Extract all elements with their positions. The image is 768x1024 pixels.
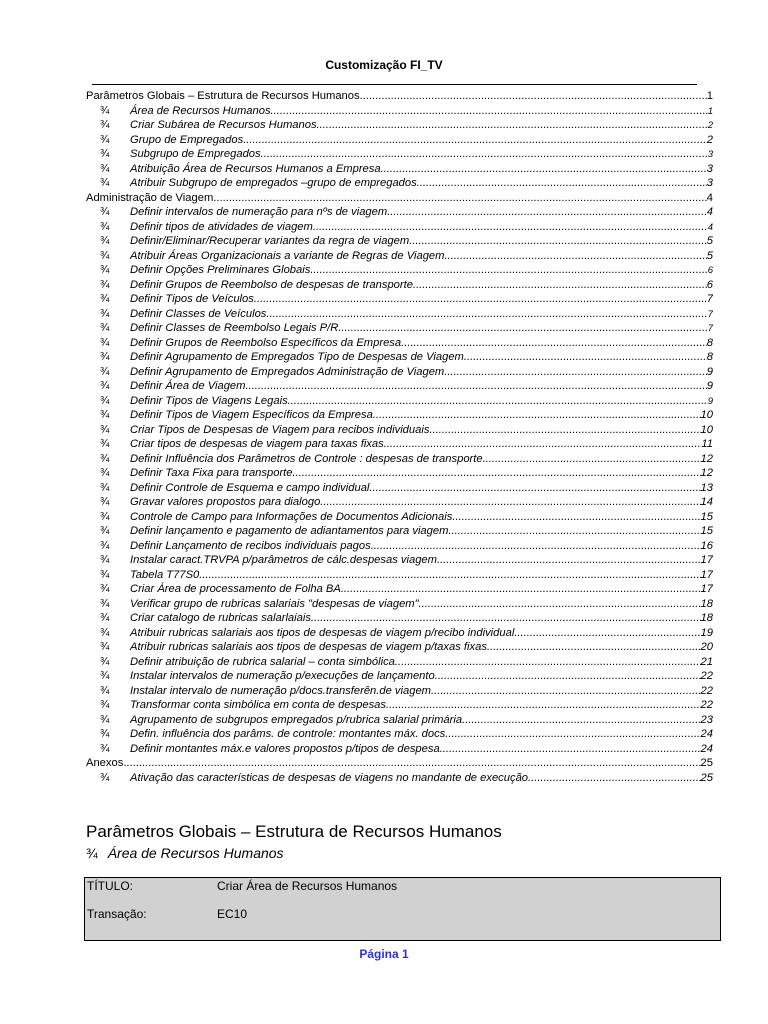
bullet-glyph: ¾ — [100, 162, 110, 175]
toc-entry-text: Verificar grupo de rubricas salariais "despesas de viagem" — [130, 597, 419, 610]
toc-entry[interactable] — [86, 336, 713, 351]
toc-entry-text: Agrupamento de subgrupos empregados p/rubrica salarial primária — [130, 713, 463, 726]
toc-entry-text: Atribuição Área de Recursos Humanos a Empresa — [130, 162, 381, 175]
toc-entry-text: Definir Classes de Veículos — [130, 307, 267, 320]
dot-leader — [444, 365, 707, 380]
toc-page-number: 8 — [706, 351, 713, 363]
toc-entry[interactable] — [86, 278, 713, 293]
toc-entry[interactable] — [86, 640, 713, 655]
dot-leader — [199, 568, 700, 583]
bullet-glyph: ¾ — [100, 394, 110, 407]
bullet-glyph: ¾ — [100, 365, 110, 378]
dot-leader — [245, 379, 706, 394]
dot-leader — [311, 611, 701, 626]
toc-page-number: 17 — [700, 554, 713, 566]
toc-entry-text: Definir Classes de Reembolso Legais P/R — [130, 322, 339, 334]
toc-entry[interactable] — [86, 379, 713, 394]
toc-entry-text: Gravar valores propostos para dialogo — [130, 496, 321, 508]
bullet-glyph: ¾ — [100, 177, 110, 189]
toc-entry[interactable] — [86, 553, 713, 568]
bullet-glyph: ¾ — [100, 148, 110, 160]
toc-entry-text: Ativação das características de despesas de viagens no mandante de execução — [130, 771, 529, 784]
bullet-glyph: ¾ — [100, 771, 110, 784]
toc-entry[interactable] — [86, 176, 713, 191]
bullet-glyph: ¾ — [100, 641, 110, 653]
bullet-glyph: ¾ — [100, 626, 110, 639]
bullet-glyph: ¾ — [100, 249, 110, 262]
toc-entry[interactable] — [86, 263, 713, 278]
bullet-glyph: ¾ — [100, 264, 110, 276]
toc-entry-text: Instalar intervalos de numeração p/execuções de lançamento — [130, 670, 435, 682]
bullet-glyph: ¾ — [100, 293, 110, 305]
dot-leader — [440, 742, 701, 757]
toc-entry[interactable] — [86, 249, 713, 264]
toc-entry[interactable] — [86, 162, 713, 177]
bullet-glyph: ¾ — [100, 220, 110, 233]
toc-page-number: 11 — [701, 438, 713, 450]
bullet-glyph: ¾ — [100, 380, 110, 392]
toc-entry-text: Definir montantes máx.e valores propostos p/tipos de despesa — [130, 742, 440, 755]
dot-leader — [369, 481, 700, 496]
toc-entry[interactable] — [86, 104, 713, 119]
bullet-glyph: ¾ — [100, 351, 110, 363]
dot-leader — [419, 597, 701, 612]
toc-entry[interactable] — [86, 669, 713, 684]
toc-page-number: 3 — [706, 162, 713, 175]
toc-entry-text: Definir Agrupamento de Empregados Tipo de Despesas de Viagem — [130, 351, 464, 363]
toc-entry-text: Transformar conta simbólica em conta de despesas — [130, 699, 386, 711]
toc-entry[interactable] — [86, 524, 713, 539]
toc-entry[interactable] — [86, 205, 713, 220]
toc-page-number: 22 — [700, 684, 713, 697]
dot-leader — [271, 104, 708, 119]
bullet-glyph: ¾ — [100, 684, 110, 697]
info-table — [84, 877, 721, 941]
dot-leader — [320, 495, 700, 510]
toc-page-number: 9 — [706, 380, 713, 392]
bullet-glyph: ¾ — [100, 655, 110, 668]
page-footer: Página 1 — [359, 947, 409, 961]
toc-entry-text: Instalar intervalo de numeração p/docs.transferên.de viagem — [130, 684, 431, 697]
bullet-glyph: ¾ — [100, 510, 110, 523]
dot-leader — [338, 321, 707, 336]
dot-leader — [254, 292, 707, 307]
toc-entry[interactable] — [86, 423, 713, 438]
toc-page-number: 7 — [707, 308, 713, 320]
toc-entry-text: Anexos — [86, 757, 124, 769]
toc-entry-text: Administração de Viagem — [86, 191, 214, 204]
toc-page-number: 3 — [706, 177, 713, 189]
table-of-contents — [86, 89, 713, 785]
toc-entry[interactable] — [86, 597, 713, 612]
toc-entry[interactable] — [86, 133, 713, 148]
dot-leader — [401, 336, 707, 351]
toc-entry-chapter[interactable] — [86, 756, 713, 771]
toc-page-number: 6 — [707, 265, 713, 276]
toc-entry-chapter[interactable] — [86, 89, 713, 104]
dot-leader — [431, 684, 701, 699]
sub-heading — [86, 845, 284, 861]
sub-heading-text: Área de Recursos Humanos — [107, 845, 284, 861]
toc-entry-text: Definir tipos de atividades de viagem — [130, 220, 313, 233]
dot-leader — [448, 524, 700, 539]
toc-entry[interactable] — [86, 321, 713, 336]
toc-entry-text: Atribuir rubricas salariais aos tipos de despesas de viagem p/taxas fixas — [130, 641, 487, 653]
toc-page-number: 12 — [700, 467, 713, 479]
toc-page-number: 25 — [700, 771, 713, 784]
bullet-glyph: ¾ — [100, 133, 110, 146]
bullet-glyph: ¾ — [100, 423, 110, 436]
dot-leader — [243, 133, 707, 148]
dot-leader — [462, 713, 700, 728]
dot-leader — [528, 771, 701, 786]
info-value: EC10 — [217, 907, 248, 921]
toc-entry-text: Definir Tipos de Viagens Legais — [130, 394, 288, 407]
toc-entry[interactable] — [86, 350, 713, 365]
toc-entry[interactable] — [86, 713, 713, 728]
bullet-glyph: ¾ — [100, 119, 110, 131]
toc-entry[interactable] — [86, 408, 713, 423]
bullet-glyph: ¾ — [100, 699, 110, 711]
dot-leader — [395, 655, 701, 670]
dot-leader — [213, 191, 706, 206]
toc-entry-text: Criar Tipos de Despesas de Viagem para recibos individuais — [130, 423, 430, 436]
toc-page-number: 20 — [700, 641, 713, 653]
dot-leader — [341, 582, 701, 597]
dot-leader — [317, 118, 708, 133]
toc-page-number: 15 — [700, 525, 713, 537]
dot-leader — [386, 698, 701, 713]
bullet-glyph: ¾ — [100, 742, 110, 755]
dot-leader — [266, 307, 707, 322]
toc-page-number: 13 — [700, 481, 713, 494]
toc-page-number: 15 — [700, 510, 713, 523]
toc-page-number: 16 — [700, 539, 713, 552]
toc-entry-text: Definir Agrupamento de Empregados Administração de Viagem — [130, 365, 445, 378]
bullet-glyph: ¾ — [100, 670, 110, 682]
toc-entry-text: Definir Taxa Fixa para transporte — [130, 467, 293, 479]
toc-page-number: 25 — [700, 757, 713, 769]
toc-page-number: 10 — [700, 423, 713, 436]
bullet-glyph: ¾ — [100, 583, 110, 595]
dot-leader — [310, 263, 707, 278]
bullet-glyph: ¾ — [100, 409, 110, 421]
bullet-glyph: ¾ — [100, 612, 110, 624]
toc-entry[interactable] — [86, 234, 713, 249]
dot-leader — [409, 234, 707, 249]
dot-leader — [371, 539, 701, 554]
dot-leader — [360, 89, 707, 104]
toc-page-number: 1 — [707, 105, 713, 117]
bullet-glyph: ¾ — [100, 728, 110, 740]
toc-entry[interactable] — [86, 495, 713, 510]
toc-entry-text: Definir atribuição de rubrica salarial – conta simbólica — [130, 655, 395, 668]
toc-page-number: 23 — [700, 713, 713, 726]
toc-page-number: 12 — [700, 452, 713, 465]
toc-page-number: 1 — [706, 90, 713, 102]
toc-entry-text: Definir Opções Preliminares Globais — [130, 264, 311, 276]
toc-entry-text: Definir lançamento e pagamento de adiantamentos para viagem — [130, 525, 449, 537]
toc-entry-text: Área de Recursos Humanos — [130, 104, 271, 117]
toc-entry[interactable] — [86, 510, 713, 525]
toc-entry[interactable] — [86, 365, 713, 380]
toc-entry-text: Definir Área de Viagem — [130, 380, 246, 392]
toc-entry-text: Criar Área de processamento de Folha BA — [130, 583, 341, 595]
dot-leader — [445, 727, 700, 742]
toc-entry-text: Definir Influência dos Parâmetros de Controle : despesas de transporte — [130, 452, 483, 465]
info-label: Transação: — [87, 907, 147, 921]
bullet-glyph: ¾ — [100, 452, 110, 465]
info-value: Criar Área de Recursos Humanos — [217, 879, 398, 893]
bullet-glyph: ¾ — [100, 278, 110, 291]
bullet-glyph: ¾ — [100, 206, 110, 218]
toc-entry-text: Atribuir Subgrupo de empregados –grupo de empregados — [130, 177, 417, 189]
bullet-glyph: ¾ — [100, 554, 110, 566]
bullet-glyph: ¾ — [100, 597, 110, 610]
toc-entry-text: Definir Grupos de Reembolso de despesas de transporte — [130, 278, 413, 291]
toc-page-number: 5 — [706, 249, 713, 262]
toc-entry-text: Tabela T77S0 — [130, 568, 200, 581]
toc-page-number: 4 — [706, 191, 713, 204]
dot-leader — [452, 510, 700, 525]
toc-page-number: 10 — [700, 409, 713, 421]
toc-entry-text: Criar Subárea de Recursos Humanos — [130, 119, 317, 131]
toc-page-number: 9 — [707, 395, 713, 407]
toc-entry[interactable] — [86, 220, 713, 235]
toc-entry-text: Parâmetros Globais – Estrutura de Recursos Humanos — [86, 90, 360, 102]
toc-page-number: 2 — [706, 133, 713, 146]
dot-leader — [261, 147, 708, 162]
dot-leader — [514, 626, 700, 641]
toc-entry-text: Definir Tipos de Viagem Específicos da Empresa — [130, 409, 373, 421]
toc-entry[interactable] — [86, 698, 713, 713]
dot-leader — [373, 408, 701, 423]
toc-entry[interactable] — [86, 626, 713, 641]
toc-entry-text: Definir Controle de Esquema e campo individual — [130, 481, 370, 494]
bullet-glyph: ¾ — [100, 568, 110, 581]
toc-entry[interactable] — [86, 307, 713, 322]
dot-leader — [288, 394, 708, 409]
bullet-glyph: ¾ — [86, 845, 98, 861]
toc-entry-text: Definir Grupos de Reembolso Específicos da Empresa — [130, 336, 402, 349]
toc-page-number: 17 — [700, 568, 713, 581]
dot-leader — [487, 640, 701, 655]
dot-leader — [444, 249, 706, 264]
dot-leader — [413, 278, 707, 293]
toc-entry[interactable] — [86, 655, 713, 670]
toc-page-number: 19 — [700, 626, 713, 639]
toc-entry[interactable] — [86, 147, 713, 162]
bullet-glyph: ¾ — [100, 467, 110, 479]
toc-entry-text: Definir intervalos de numeração para nºs de viagem — [130, 206, 388, 218]
dot-leader — [123, 756, 700, 771]
toc-page-number: 22 — [700, 699, 713, 711]
dot-leader — [313, 220, 708, 235]
toc-page-number: 17 — [700, 583, 713, 595]
page-title: Customização FI_TV — [325, 58, 443, 72]
toc-entry-chapter[interactable] — [86, 191, 713, 206]
toc-entry-text: Atribuir Áreas Organizacionais a variante de Regras de Viagem — [130, 249, 445, 262]
toc-page-number: 24 — [700, 742, 713, 755]
toc-page-number: 21 — [700, 655, 713, 668]
toc-page-number: 7 — [707, 323, 713, 334]
toc-page-number: 3 — [707, 149, 713, 160]
toc-entry-text: Atribuir rubricas salariais aos tipos de despesas de viagem p/recibo individual — [130, 626, 515, 639]
toc-page-number: 9 — [706, 365, 713, 378]
bullet-glyph: ¾ — [100, 525, 110, 537]
dot-leader — [417, 176, 707, 191]
bullet-glyph: ¾ — [100, 104, 110, 117]
toc-entry[interactable] — [86, 394, 713, 409]
bullet-glyph: ¾ — [100, 496, 110, 508]
toc-entry[interactable] — [86, 466, 713, 481]
toc-entry-text: Defin. influência dos parâms. de controle: montantes máx. docs — [130, 728, 446, 740]
toc-entry[interactable] — [86, 727, 713, 742]
dot-leader — [435, 669, 701, 684]
toc-entry[interactable] — [86, 452, 713, 467]
dot-leader — [483, 452, 701, 467]
toc-page-number: 14 — [700, 496, 713, 508]
toc-entry[interactable] — [86, 292, 713, 307]
bullet-glyph: ¾ — [100, 336, 110, 349]
dot-leader — [387, 205, 707, 220]
toc-entry[interactable] — [86, 742, 713, 757]
bullet-glyph: ¾ — [100, 235, 110, 247]
dot-leader — [384, 437, 702, 452]
toc-entry-text: Criar catalogo de rubricas salarlaiais — [130, 612, 311, 624]
toc-entry[interactable] — [86, 539, 713, 554]
toc-entry[interactable] — [86, 481, 713, 496]
toc-page-number: 22 — [700, 670, 713, 682]
dot-leader — [381, 162, 707, 177]
dot-leader — [429, 423, 700, 438]
toc-page-number: 5 — [706, 235, 713, 247]
toc-entry-text: Grupo de Empregados — [130, 133, 244, 146]
toc-entry-text: Definir Tipos de Veículos — [130, 293, 254, 305]
toc-entry[interactable] — [86, 118, 713, 133]
dot-leader — [437, 553, 701, 568]
toc-page-number: 18 — [700, 597, 713, 610]
toc-entry-text: Definir/Eliminar/Recuperar variantes da regra de viagem — [130, 235, 410, 247]
toc-entry-text: Controle de Campo para Informações de Documentos Adicionais — [130, 510, 453, 523]
toc-page-number: 7 — [706, 293, 713, 305]
dot-leader — [464, 350, 707, 365]
title-rule — [92, 84, 697, 85]
bullet-glyph: ¾ — [100, 438, 110, 450]
toc-page-number: 8 — [706, 336, 713, 349]
toc-entry[interactable] — [86, 437, 713, 452]
toc-page-number: 2 — [707, 120, 713, 131]
toc-entry-text: Subgrupo de Empregados — [130, 148, 261, 160]
toc-page-number: 18 — [700, 612, 713, 624]
toc-entry[interactable] — [86, 568, 713, 583]
dot-leader — [293, 466, 701, 481]
toc-page-number: 4 — [706, 206, 713, 218]
toc-page-number: 4 — [707, 221, 713, 233]
toc-entry[interactable] — [86, 582, 713, 597]
toc-page-number: 6 — [706, 278, 713, 291]
bullet-glyph: ¾ — [100, 481, 110, 494]
toc-entry-text: Criar tipos de despesas de viagem para taxas fixas — [130, 438, 384, 450]
info-label: TÍTULO: — [87, 879, 134, 893]
bullet-glyph: ¾ — [100, 713, 110, 726]
bullet-glyph: ¾ — [100, 539, 110, 552]
toc-entry[interactable] — [86, 771, 713, 786]
toc-entry[interactable] — [86, 611, 713, 626]
toc-entry[interactable] — [86, 684, 713, 699]
bullet-glyph: ¾ — [100, 307, 110, 320]
section-heading: Parâmetros Globais – Estrutura de Recursos Humanos — [86, 822, 502, 841]
bullet-glyph: ¾ — [100, 322, 110, 334]
toc-page-number: 24 — [700, 728, 713, 740]
toc-entry-text: Definir Lançamento de recibos individuais pagos — [130, 539, 371, 552]
toc-entry-text: Instalar caract.TRVPA p/parâmetros de cálc.despesas viagem — [130, 554, 437, 566]
